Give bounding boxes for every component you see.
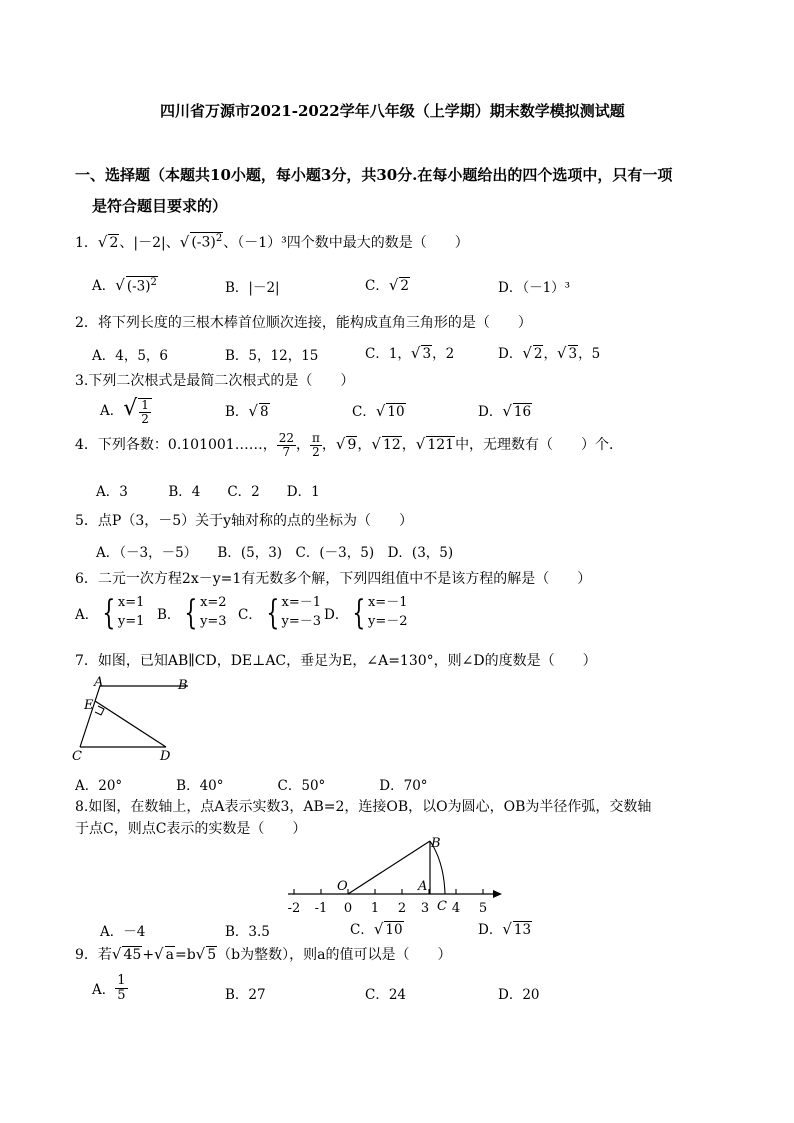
label-a: A (94, 675, 104, 690)
q8-option-c[interactable]: C．√ 10 (350, 920, 403, 938)
q3-option-b[interactable]: B．√ 8 (225, 402, 269, 420)
q3-option-d[interactable]: D．√ 16 (478, 402, 532, 420)
q8-option-a[interactable]: A．－4 (100, 924, 146, 940)
section-header-line1: 一、选择题（本题共10小题，每小题3分，共30分.在每小题给出的四个选项中，只有一项 (75, 166, 673, 184)
q2-option-c[interactable]: C．1，√ 3，2 (365, 344, 455, 362)
tick-label: 5 (478, 901, 488, 916)
label-o: O (337, 879, 348, 894)
tick-label: 4 (451, 901, 461, 916)
label-c: C (437, 899, 447, 914)
q8-option-d[interactable]: D．√ 13 (478, 920, 532, 938)
axis-arrow (493, 890, 502, 898)
question-5: 5．点P（3，－5）关于y轴对称的点的坐标为（ ） (75, 513, 414, 529)
number-line-ticks (288, 889, 487, 916)
q1-option-d[interactable]: D．（－1）³ (498, 280, 571, 296)
q9-option-d[interactable]: D．20 (498, 987, 540, 1003)
page-title: 四川省万源市2021-2022学年八年级（上学期）期末数学模拟测试题 (160, 102, 625, 120)
question-9: 9．若√ 45+√ a=b√ 5（b为整数），则a的值可以是（ ） (75, 945, 452, 963)
q9-option-b[interactable]: B．27 (225, 987, 266, 1003)
question-2: 2．将下列长度的三根木棒首位顺次连接，能构成直角三角形的是（ ） (75, 315, 532, 331)
q1-option-a[interactable]: A．√ $(-3)^2$ (92, 276, 157, 294)
right-angle-mark (95, 706, 104, 715)
question-7: 7．如图，已知AB∥CD，DE⊥AC，垂足为E，∠A=130°，则∠D的度数是（ ） (75, 653, 597, 669)
tick-label: 0 (343, 901, 353, 916)
radical-sign: √ (179, 233, 190, 251)
tick-label: -1 (314, 901, 328, 916)
question-6: 6．二元一次方程2x－y=1有无数多个解，下列四组值中不是该方程的解是（ ） (75, 571, 592, 587)
label-b: B (431, 836, 441, 851)
question-3: 3.下列二次根式是最简二次根式的是（ ） (75, 373, 355, 389)
label-b: B (178, 678, 188, 693)
label-d: D (160, 749, 171, 764)
q6-option-a[interactable]: A． { x=1 y=1 (75, 592, 145, 633)
tick-label: -2 (287, 901, 301, 916)
q5-options[interactable]: A．（－3，－5） B．(5，3) C．(－3，5) D．(3，5) (96, 545, 454, 561)
q9-option-a[interactable]: A． $\frac{1}{5}$ (92, 973, 126, 1003)
q9-option-c[interactable]: C．24 (365, 987, 407, 1003)
tick-label: 3 (420, 901, 430, 916)
section-header-line2: 是符合题目要求的） (92, 197, 228, 215)
q4-options[interactable]: A．3 B．4 C．2 D．1 (96, 484, 320, 500)
label-e: E (84, 698, 94, 713)
q7-triangle-figure (64, 674, 204, 766)
q6-option-b[interactable]: B． { x=2 y=3 (157, 592, 227, 633)
line-ac (80, 686, 100, 747)
question-4: 4．下列各数：0.101001……， $\frac{22}{7}$ ， $\frac{\pi}{2}$ ，√ 9，√ 12，√ 121中，无理数有（ ）个． (75, 431, 624, 459)
q7-options[interactable]: A．20° B．40° C．50° D．70° (75, 778, 428, 794)
q1-option-c[interactable]: C．√ 2 (365, 276, 409, 294)
q1-option-b[interactable]: B．|－2| (225, 280, 280, 296)
q3-option-a[interactable]: A．√ $\frac{1}{2}$ (100, 396, 152, 425)
radical-sign: √ (97, 233, 108, 251)
label-a: A (418, 879, 428, 894)
question-8-line2: 于点C，则点C表示的实数是（ ） (75, 821, 307, 837)
q8-option-b[interactable]: B．3.5 (225, 924, 270, 940)
q2-option-a[interactable]: A．4，5，6 (92, 348, 169, 364)
q2-option-d[interactable]: D．√ 2，√ 3，5 (498, 344, 601, 362)
q3-option-c[interactable]: C．√ 10 (352, 402, 405, 420)
tick-label: 1 (370, 901, 380, 916)
label-c: C (72, 749, 82, 764)
q8-number-line-figure (280, 832, 510, 920)
q6-option-c[interactable]: C． { x=－1 y=－3 (238, 592, 321, 633)
question-8-line1: 8.如图，在数轴上，点A表示实数3，AB=2，连接OB，以O为圆心，OB为半径作弧，交数轴 (75, 799, 652, 815)
q6-option-d[interactable]: D． { x=－1 y=－2 (324, 592, 408, 633)
q2-option-b[interactable]: B．5，12，15 (225, 348, 319, 364)
question-1: 1．√ 2、|－2|、√ $(-3)^2$、（－1）³四个数中最大的数是（ ） (75, 233, 469, 251)
line-de (95, 701, 166, 747)
tick-label: 2 (397, 901, 407, 916)
